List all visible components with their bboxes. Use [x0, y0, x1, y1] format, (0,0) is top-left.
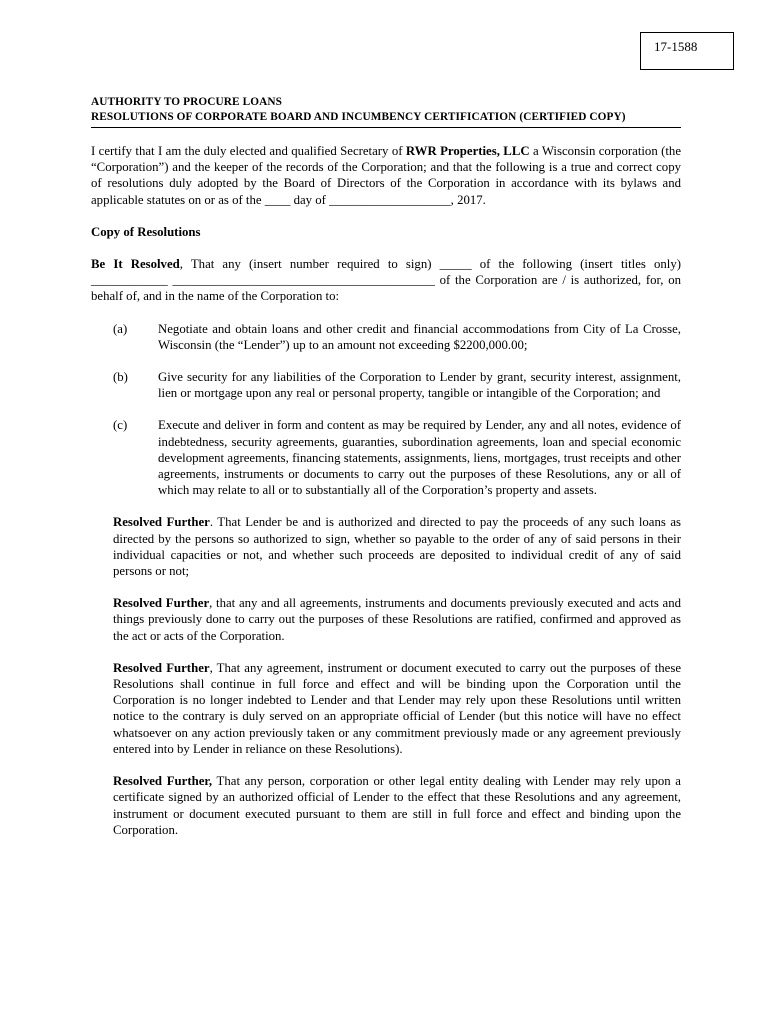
resolved-further-paragraph: [113, 773, 681, 838]
copy-of-resolutions-title: Copy of Resolutions: [91, 224, 201, 239]
heading-title: AUTHORITY TO PROCURE LOANS: [91, 96, 283, 108]
list-item: [113, 369, 681, 401]
list-item-label: (b): [113, 370, 128, 385]
certification-paragraph: [91, 143, 681, 208]
document-heading: [91, 95, 681, 125]
resolved-further-lead: Resolved Further,: [113, 774, 213, 789]
intro-text-after: a Wisconsin corporation (the “Corporation”) and the keeper of the records of the Corporation; and that the following is a true and correct copy of resolutions duly adopted by the Board of Directors of the Corporation in accordance with its bylaws and applicable statutes on or as of the ____ day of ___________________, 2017.: [91, 144, 681, 207]
be-it-resolved-paragraph: [91, 256, 681, 305]
resolved-further-paragraph: [113, 514, 681, 579]
heading-subtitle: RESOLUTIONS OF CORPORATE BOARD AND INCUMBENCY CERTIFICATION (CERTIFIED COPY): [91, 111, 626, 123]
resolved-further-text: , that any and all agreements, instruments and documents previously executed and acts and things previously done to carry out the purposes of these Resolutions are ratified, confirmed and approved as the act or acts of the Corporation.: [113, 596, 681, 643]
list-item-text: Negotiate and obtain loans and other credit and financial accommodations from City of La Crosse, Wisconsin (the “Lender”) up to an amount not exceeding $2200,000.00;: [158, 321, 681, 352]
list-item-label: (a): [113, 321, 128, 336]
resolved-further-paragraph: [113, 595, 681, 644]
list-item: [113, 321, 681, 353]
resolved-further-text: That any person, corporation or other legal entity dealing with Lender may rely upon a certificate signed by an authorized official of Lender to the effect that these Resolutions and any agreement, instrument or document executed pursuant to them are still in full force and effect and binding upon the Corporation.: [113, 774, 681, 837]
resolved-further-text: . That Lender be and is authorized and directed to pay the proceeds of any such loans as directed by the persons so authorized to sign, whether so payable to the order of any of said persons in their individual capacities or not, and whether such proceeds are deposited to individual credit of any of said persons or not;: [113, 515, 681, 579]
list-item-text: Execute and deliver in form and content as may be required by Lender, any and all notes, evidence of indebtedness, security agreements, guaranties, subordination agreements, loan and special economic development agreements, financing statements, assignments, liens, mortgages, trust receipts and other agreements, instruments or documents to carry out the purposes of these Resolutions, any or all of which may relate to all or to substantially all of the Corporation’s property and assets.: [158, 418, 681, 498]
be-it-resolved-lead: Be It Resolved: [91, 257, 180, 272]
document-body: [91, 143, 681, 854]
resolved-further-lead: Resolved Further: [113, 515, 210, 530]
be-it-resolved-text: , That any (insert number required to sign) _____ of the following (insert titles only) ____________ _________________________________________ of the Corporation are / is authorized, for, on behalf of, and in the name of the Corporation to:: [91, 257, 681, 304]
resolved-further-lead: Resolved Further: [113, 596, 210, 611]
document-number: 17-1588: [640, 32, 734, 70]
company-name: RWR Properties, LLC: [405, 144, 530, 158]
resolved-further-paragraph: [113, 660, 681, 757]
list-item: [113, 417, 681, 498]
resolved-further-lead: Resolved Further: [113, 660, 210, 675]
heading-underline: [91, 127, 681, 128]
resolved-further-text: , That any agreement, instrument or document executed to carry out the purposes of these Resolutions shall continue in full force and effect and will be binding upon the Corporation until the Corporation is no longer indebted to Lender and that Lender may rely upon these Resolutions until written notice to the contrary is duly served on an appropriate official of Lender (but this notice will have no effect whatsoever on any action previously taken or any commitment previously made or any agreement previously entered into by Lender in reliance on these Resolutions).: [113, 660, 682, 756]
intro-text-before: I certify that I am the duly elected and qualified Secretary of: [91, 144, 406, 158]
list-item-label: (c): [113, 418, 128, 433]
list-item-text: Give security for any liabilities of the Corporation to Lender by grant, security interest, assignment, lien or mortgage upon any real or personal property, tangible or intangible of the Corporation; and: [158, 370, 681, 401]
